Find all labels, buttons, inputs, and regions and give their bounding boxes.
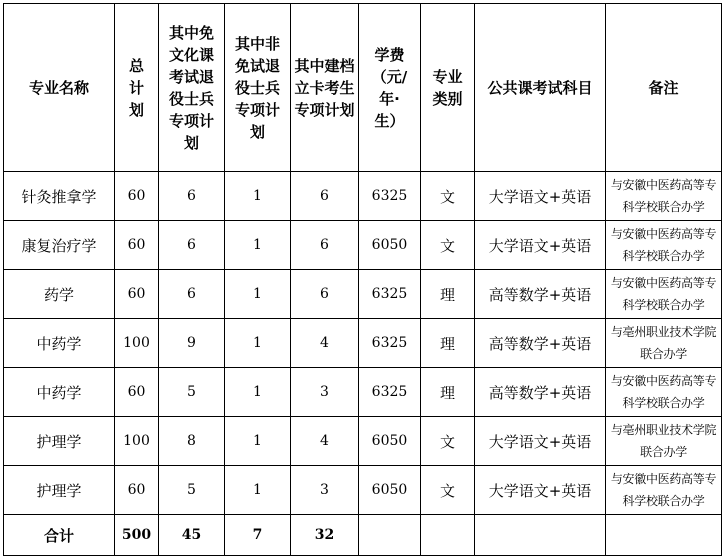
subjects-cell: 大学语文+英语 [475, 221, 606, 270]
subjects-cell: 高等数学+英语 [475, 319, 606, 368]
major-name-cell: 针灸推拿学 [4, 172, 115, 221]
note-cell: 与安徽中医药高等专科学校联合办学 [606, 270, 722, 319]
header-tuition: 学费（元/年·生） [359, 4, 421, 172]
exempt-cell: 8 [159, 417, 225, 466]
category-cell: 理 [421, 270, 475, 319]
totals-notes-empty [606, 515, 722, 556]
subjects-cell: 大学语文+英语 [475, 417, 606, 466]
exempt-cell: 9 [159, 319, 225, 368]
header-notes: 备注 [606, 4, 722, 172]
table-row [4, 368, 722, 417]
totals-category-empty [421, 515, 475, 556]
note-cell: 与亳州职业技术学院联合办学 [606, 417, 722, 466]
totals-row [4, 515, 722, 556]
non-exempt-cell: 1 [225, 221, 291, 270]
major-name-cell: 护理学 [4, 466, 115, 515]
category-cell: 文 [421, 172, 475, 221]
major-name-cell: 中药学 [4, 368, 115, 417]
total-cell: 60 [115, 221, 159, 270]
total-cell: 100 [115, 417, 159, 466]
non-exempt-cell: 1 [225, 172, 291, 221]
header-non-exempt-veteran-plan: 其中非免试退役士兵专项计划 [225, 4, 291, 172]
poverty-cell: 3 [291, 368, 359, 417]
non-exempt-cell: 1 [225, 368, 291, 417]
total-cell: 60 [115, 466, 159, 515]
table-row [4, 270, 722, 319]
category-cell: 文 [421, 221, 475, 270]
table-row [4, 417, 722, 466]
header-row [4, 4, 722, 172]
tuition-cell: 6050 [359, 417, 421, 466]
poverty-cell: 4 [291, 319, 359, 368]
total-cell: 60 [115, 172, 159, 221]
major-name-cell: 康复治疗学 [4, 221, 115, 270]
category-cell: 文 [421, 417, 475, 466]
enrollment-plan-table [3, 3, 722, 556]
totals-exempt: 45 [159, 515, 225, 556]
header-exam-subjects: 公共课考试科目 [475, 4, 606, 172]
subjects-cell: 大学语文+英语 [475, 172, 606, 221]
header-total-plan: 总计划 [115, 4, 159, 172]
exempt-cell: 6 [159, 221, 225, 270]
note-cell: 与安徽中医药高等专科学校联合办学 [606, 466, 722, 515]
category-cell: 文 [421, 466, 475, 515]
totals-label: 合计 [4, 515, 115, 556]
poverty-cell: 6 [291, 270, 359, 319]
subjects-cell: 高等数学+英语 [475, 270, 606, 319]
totals-non-exempt: 7 [225, 515, 291, 556]
major-name-cell: 中药学 [4, 319, 115, 368]
category-cell: 理 [421, 319, 475, 368]
poverty-cell: 6 [291, 221, 359, 270]
header-exempt-veteran-plan: 其中免文化课考试退役士兵专项计划 [159, 4, 225, 172]
major-name-cell: 护理学 [4, 417, 115, 466]
header-poverty-plan: 其中建档立卡考生专项计划 [291, 4, 359, 172]
non-exempt-cell: 1 [225, 417, 291, 466]
poverty-cell: 4 [291, 417, 359, 466]
table-row [4, 319, 722, 368]
totals-poverty: 32 [291, 515, 359, 556]
total-cell: 100 [115, 319, 159, 368]
poverty-cell: 6 [291, 172, 359, 221]
subjects-cell: 大学语文+英语 [475, 466, 606, 515]
totals-total: 500 [115, 515, 159, 556]
note-cell: 与安徽中医药高等专科学校联合办学 [606, 221, 722, 270]
note-cell: 与安徽中医药高等专科学校联合办学 [606, 368, 722, 417]
table-row [4, 172, 722, 221]
non-exempt-cell: 1 [225, 319, 291, 368]
tuition-cell: 6325 [359, 270, 421, 319]
tuition-cell: 6050 [359, 221, 421, 270]
major-name-cell: 药学 [4, 270, 115, 319]
non-exempt-cell: 1 [225, 466, 291, 515]
total-cell: 60 [115, 368, 159, 417]
table-row [4, 466, 722, 515]
header-major-name: 专业名称 [4, 4, 115, 172]
exempt-cell: 6 [159, 270, 225, 319]
tuition-cell: 6325 [359, 172, 421, 221]
exempt-cell: 5 [159, 466, 225, 515]
category-cell: 理 [421, 368, 475, 417]
tuition-cell: 6050 [359, 466, 421, 515]
totals-tuition-empty [359, 515, 421, 556]
exempt-cell: 6 [159, 172, 225, 221]
tuition-cell: 6325 [359, 368, 421, 417]
total-cell: 60 [115, 270, 159, 319]
poverty-cell: 3 [291, 466, 359, 515]
exempt-cell: 5 [159, 368, 225, 417]
subjects-cell: 高等数学+英语 [475, 368, 606, 417]
note-cell: 与亳州职业技术学院联合办学 [606, 319, 722, 368]
non-exempt-cell: 1 [225, 270, 291, 319]
table-row [4, 221, 722, 270]
totals-subjects-empty [475, 515, 606, 556]
tuition-cell: 6325 [359, 319, 421, 368]
header-category: 专业类别 [421, 4, 475, 172]
note-cell: 与安徽中医药高等专科学校联合办学 [606, 172, 722, 221]
